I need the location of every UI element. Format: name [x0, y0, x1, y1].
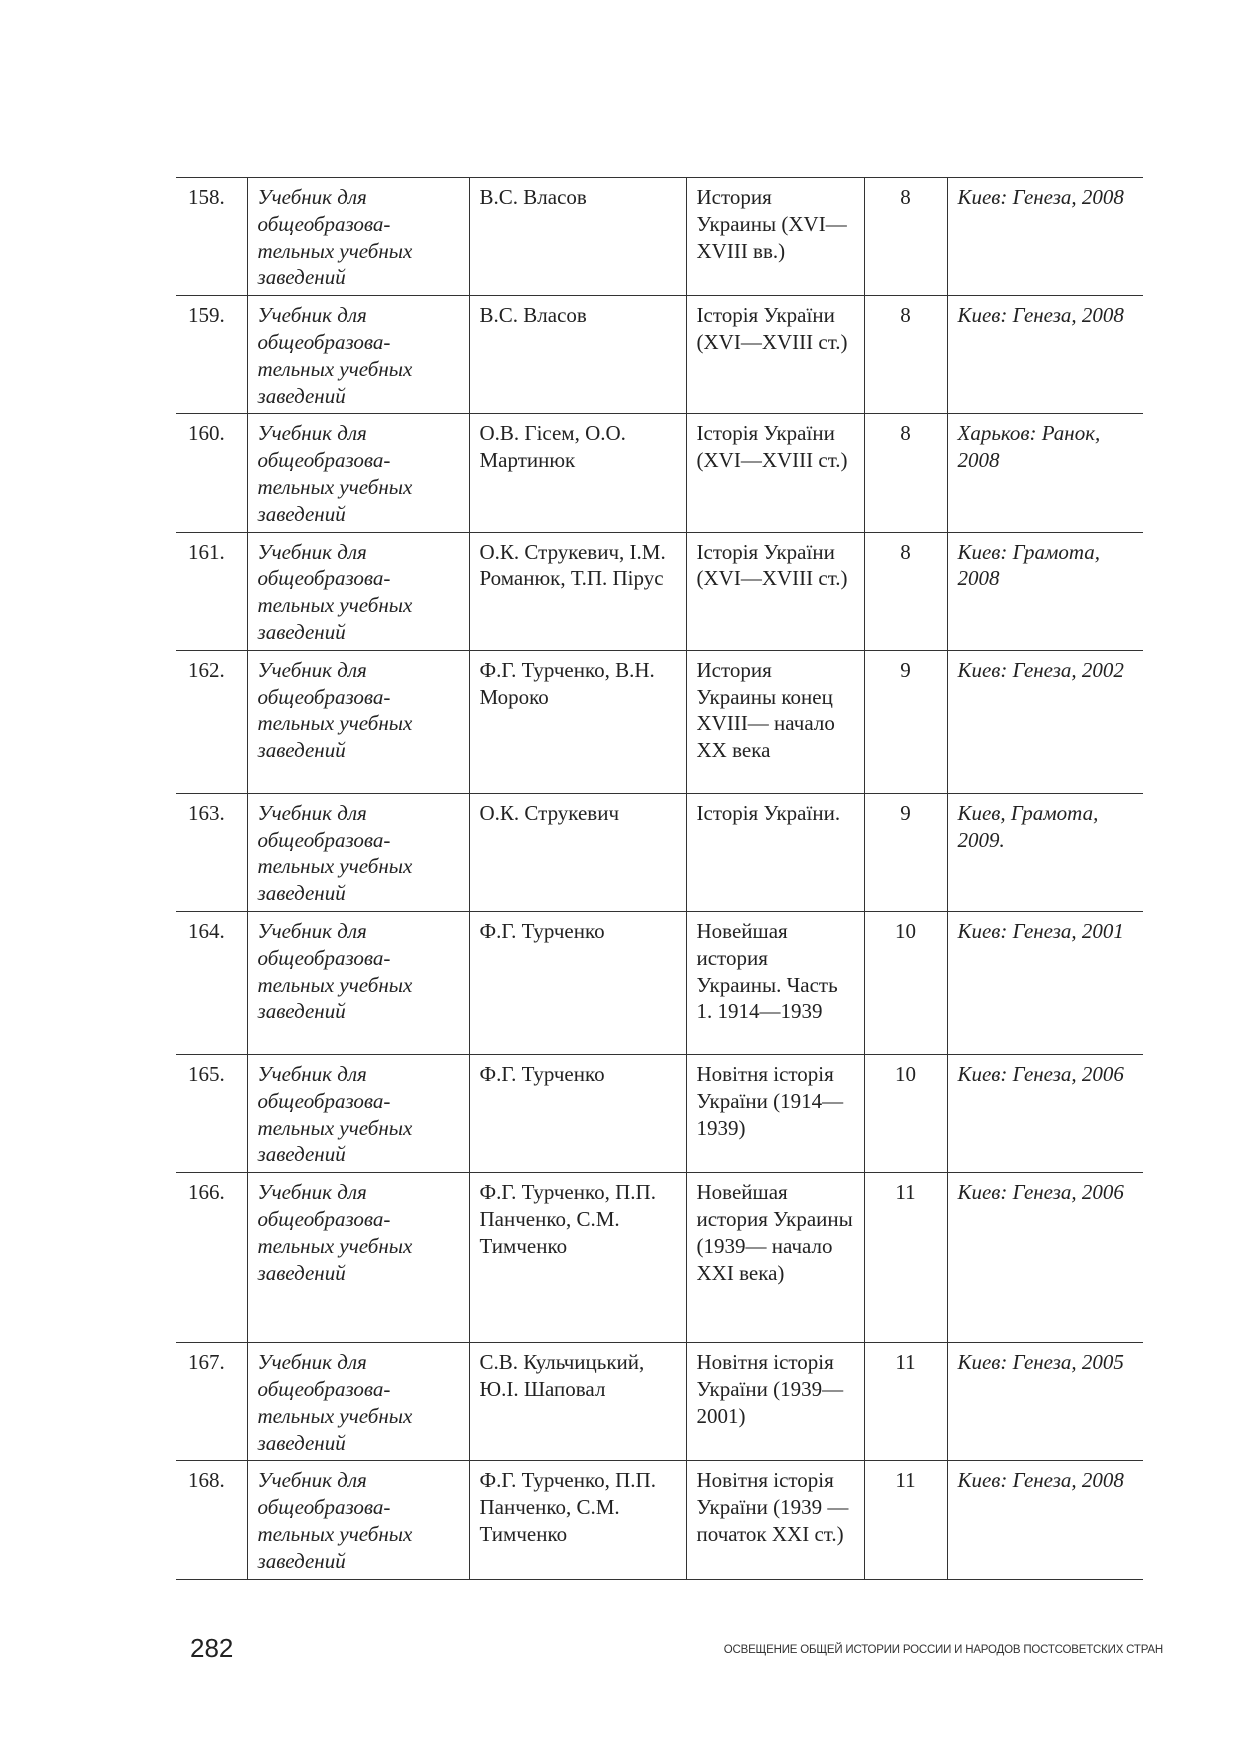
- table-row: [176, 296, 1143, 414]
- publication-type: Учебник для общеобразова-тельных учебных заведений: [247, 1343, 469, 1461]
- authors: О.В. Гісем, О.О. Мартинюк: [469, 414, 686, 532]
- grade: 9: [864, 793, 947, 911]
- authors: О.К. Струкевич, І.М. Романюк, Т.П. Пірус: [469, 532, 686, 650]
- authors: Ф.Г. Турченко, В.Н. Мороко: [469, 650, 686, 793]
- publisher: Киев: Генеза, 2006: [947, 1054, 1143, 1172]
- publisher: Киев: Генеза, 2001: [947, 911, 1143, 1054]
- book-title: Новейшая история Украины. Часть 1. 1914—1939: [686, 911, 864, 1054]
- book-title: Історія України (XVI—XVIII ст.): [686, 532, 864, 650]
- row-number: 164.: [176, 911, 247, 1054]
- table-row: [176, 178, 1143, 296]
- grade: 10: [864, 911, 947, 1054]
- book-title: Новітня історія України (1939—2001): [686, 1343, 864, 1461]
- publication-type: Учебник для общеобразова-тельных учебных заведений: [247, 532, 469, 650]
- publication-type: Учебник для общеобразова-тельных учебных заведений: [247, 793, 469, 911]
- table-row: [176, 650, 1143, 793]
- authors: Ф.Г. Турченко, П.П. Панченко, С.М. Тимченко: [469, 1173, 686, 1343]
- publication-type: Учебник для общеобразова-тельных учебных заведений: [247, 1054, 469, 1172]
- publication-type: Учебник для общеобразова-тельных учебных заведений: [247, 650, 469, 793]
- publication-type: Учебник для общеобразова-тельных учебных заведений: [247, 911, 469, 1054]
- table-row: [176, 532, 1143, 650]
- publisher: Харьков: Ранок, 2008: [947, 414, 1143, 532]
- publisher: Киев: Генеза, 2008: [947, 178, 1143, 296]
- book-title: История Украины (XVI—XVIII вв.): [686, 178, 864, 296]
- grade: 11: [864, 1343, 947, 1461]
- running-title: ОСВЕЩЕНИЕ ОБЩЕЙ ИСТОРИИ РОССИИ И НАРОДОВ ПОСТСОВЕТСКИХ СТРАН: [723, 1644, 1163, 1656]
- row-number: 163.: [176, 793, 247, 911]
- table-row: [176, 1343, 1143, 1461]
- row-number: 160.: [176, 414, 247, 532]
- grade: 8: [864, 532, 947, 650]
- table-row: [176, 793, 1143, 911]
- table-row: [176, 911, 1143, 1054]
- authors: Ф.Г. Турченко: [469, 1054, 686, 1172]
- grade: 11: [864, 1173, 947, 1343]
- page-number: 282: [190, 1633, 234, 1663]
- book-title: Новейшая история Украины (1939— начало XXI века): [686, 1173, 864, 1343]
- publisher: Киев: Генеза, 2006: [947, 1173, 1143, 1343]
- row-number: 165.: [176, 1054, 247, 1172]
- publisher: Киев: Генеза, 2008: [947, 1461, 1143, 1579]
- row-number: 168.: [176, 1461, 247, 1579]
- grade: 9: [864, 650, 947, 793]
- table-row: [176, 1461, 1143, 1579]
- authors: С.В. Кульчицький, Ю.І. Шаповал: [469, 1343, 686, 1461]
- row-number: 158.: [176, 178, 247, 296]
- book-title: Новітня історія України (1939 — початок XXI ст.): [686, 1461, 864, 1579]
- row-number: 162.: [176, 650, 247, 793]
- textbook-table: [176, 177, 1143, 1580]
- authors: В.С. Власов: [469, 296, 686, 414]
- publisher: Киев, Грамота, 2009.: [947, 793, 1143, 911]
- grade: 8: [864, 296, 947, 414]
- grade: 8: [864, 178, 947, 296]
- publisher: Киев: Генеза, 2008: [947, 296, 1143, 414]
- grade: 8: [864, 414, 947, 532]
- book-title: Новітня історія України (1914—1939): [686, 1054, 864, 1172]
- grade: 10: [864, 1054, 947, 1172]
- table-row: [176, 1054, 1143, 1172]
- table-row: [176, 414, 1143, 532]
- publisher: Киев: Генеза, 2005: [947, 1343, 1143, 1461]
- row-number: 166.: [176, 1173, 247, 1343]
- row-number: 167.: [176, 1343, 247, 1461]
- book-title: Історія України (XVI—XVIII ст.): [686, 296, 864, 414]
- authors: О.К. Струкевич: [469, 793, 686, 911]
- row-number: 161.: [176, 532, 247, 650]
- publication-type: Учебник для общеобразова-тельных учебных заведений: [247, 414, 469, 532]
- publication-type: Учебник для общеобразова-тельных учебных заведений: [247, 178, 469, 296]
- book-title: Історія України.: [686, 793, 864, 911]
- publisher: Киев: Грамота, 2008: [947, 532, 1143, 650]
- book-title: Історія України (XVI—XVIII ст.): [686, 414, 864, 532]
- publication-type: Учебник для общеобразова-тельных учебных заведений: [247, 1173, 469, 1343]
- row-number: 159.: [176, 296, 247, 414]
- book-title: История Украины конец XVIII— начало XX века: [686, 650, 864, 793]
- authors: Ф.Г. Турченко, П.П. Панченко, С.М. Тимченко: [469, 1461, 686, 1579]
- authors: Ф.Г. Турченко: [469, 911, 686, 1054]
- authors: В.С. Власов: [469, 178, 686, 296]
- publication-type: Учебник для общеобразова-тельных учебных заведений: [247, 1461, 469, 1579]
- table-row: [176, 1173, 1143, 1343]
- publication-type: Учебник для общеобразова-тельных учебных заведений: [247, 296, 469, 414]
- publisher: Киев: Генеза, 2002: [947, 650, 1143, 793]
- grade: 11: [864, 1461, 947, 1579]
